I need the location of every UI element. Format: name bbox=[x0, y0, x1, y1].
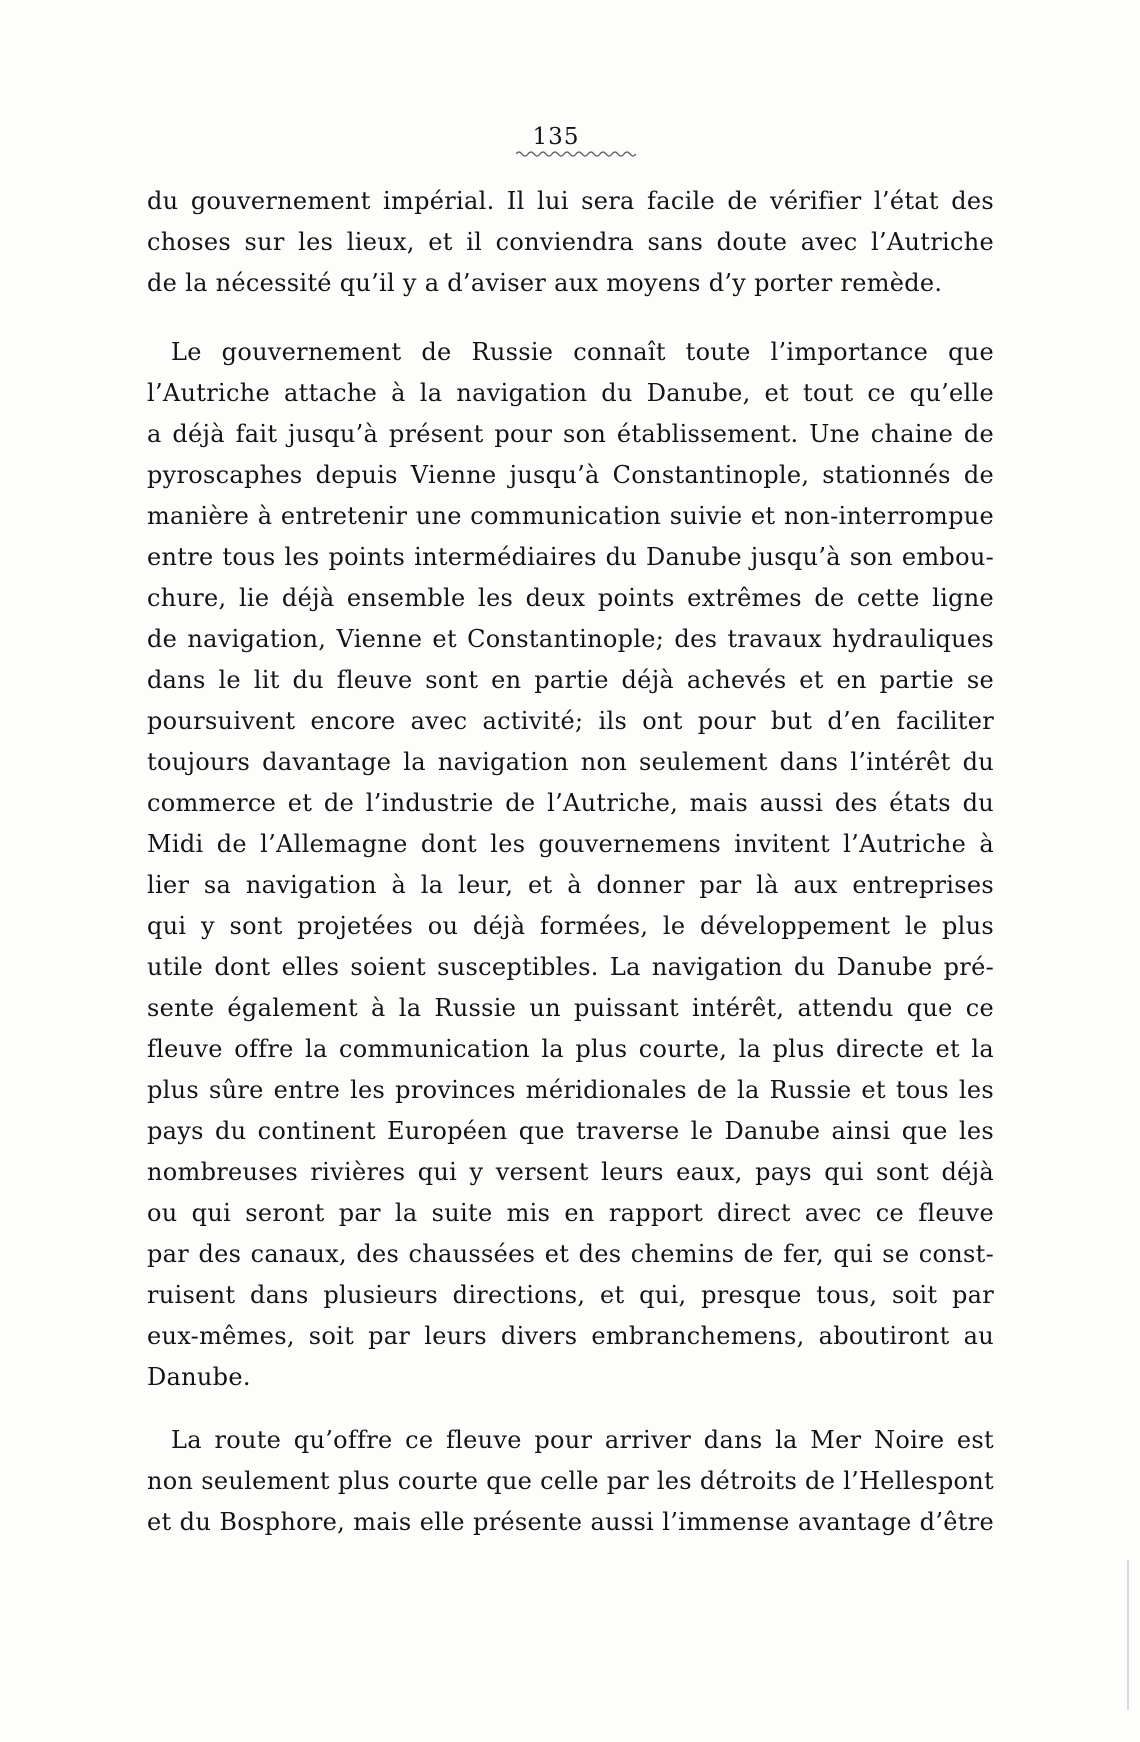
page-edge-mark bbox=[1127, 1560, 1129, 1710]
text-line: toujours davantage la navigation non seulement dans l’intérêt du bbox=[147, 748, 994, 776]
paragraph-2 bbox=[147, 332, 994, 1398]
text-line: eux-mêmes, soit par leurs divers embranchemens, aboutiront au bbox=[147, 1322, 994, 1350]
text-line: par des canaux, des chaussées et des chemins de fer, qui se const- bbox=[147, 1240, 994, 1268]
text-line: entre tous les points intermédiaires du Danube jusqu’à son embou- bbox=[147, 543, 994, 571]
text-line: commerce et de l’industrie de l’Autriche, mais aussi des états du bbox=[147, 789, 994, 817]
text-line: nombreuses rivières qui y versent leurs eaux, pays qui sont déjà bbox=[147, 1158, 994, 1186]
text-line: qui y sont projetées ou déjà formées, le développement le plus bbox=[147, 912, 994, 940]
text-line: La route qu’offre ce fleuve pour arriver dans la Mer Noire est bbox=[171, 1426, 994, 1454]
text-line: de navigation, Vienne et Constantinople; des travaux hydrauliques bbox=[147, 625, 994, 653]
text-line: sente également à la Russie un puissant intérêt, attendu que ce bbox=[147, 994, 994, 1022]
text-line: pyroscaphes depuis Vienne jusqu’à Constantinople, stationnés de bbox=[147, 461, 994, 489]
page-number-text: 135 bbox=[532, 124, 580, 150]
text-line: du gouvernement impérial. Il lui sera facile de vérifier l’état des bbox=[147, 187, 994, 215]
text-line: ruisent dans plusieurs directions, et qui, presque tous, soit par bbox=[147, 1281, 994, 1309]
text-line: a déjà fait jusqu’à présent pour son établissement. Une chaine de bbox=[147, 420, 994, 448]
page-number bbox=[0, 124, 1140, 150]
text-line: de la nécessité qu’il y a d’aviser aux moyens d’y porter remède. bbox=[147, 269, 943, 297]
text-line: lier sa navigation à la leur, et à donner par là aux entreprises bbox=[147, 871, 994, 899]
text-line: Le gouvernement de Russie connaît toute l’importance que bbox=[171, 338, 994, 366]
text-line: et du Bosphore, mais elle présente aussi l’immense avantage d’être bbox=[147, 1508, 994, 1536]
text-line: non seulement plus courte que celle par les détroits de l’Hellespont bbox=[147, 1467, 994, 1495]
text-line: plus sûre entre les provinces méridionales de la Russie et tous les bbox=[147, 1076, 994, 1104]
paragraph-3 bbox=[147, 1420, 994, 1543]
text-line: Danube. bbox=[147, 1363, 251, 1391]
text-line: l’Autriche attache à la navigation du Danube, et tout ce qu’elle bbox=[147, 379, 994, 407]
wavy-rule-ornament bbox=[516, 149, 636, 159]
text-line: utile dont elles soient susceptibles. La navigation du Danube pré- bbox=[147, 953, 994, 981]
text-line: fleuve offre la communication la plus courte, la plus directe et la bbox=[147, 1035, 994, 1063]
text-line: pays du continent Européen que traverse le Danube ainsi que les bbox=[147, 1117, 994, 1145]
text-line: manière à entretenir une communication suivie et non-interrompue bbox=[147, 502, 994, 530]
text-line: poursuivent encore avec activité; ils ont pour but d’en faciliter bbox=[147, 707, 994, 735]
text-line: choses sur les lieux, et il conviendra sans doute avec l’Autriche bbox=[147, 228, 994, 256]
text-line: chure, lie déjà ensemble les deux points extrêmes de cette ligne bbox=[147, 584, 994, 612]
text-line: Midi de l’Allemagne dont les gouvernemens invitent l’Autriche à bbox=[147, 830, 994, 858]
text-line: ou qui seront par la suite mis en rapport direct avec ce fleuve bbox=[147, 1199, 994, 1227]
paragraph-1 bbox=[147, 181, 994, 304]
text-line: dans le lit du fleuve sont en partie déjà achevés et en partie se bbox=[147, 666, 994, 694]
